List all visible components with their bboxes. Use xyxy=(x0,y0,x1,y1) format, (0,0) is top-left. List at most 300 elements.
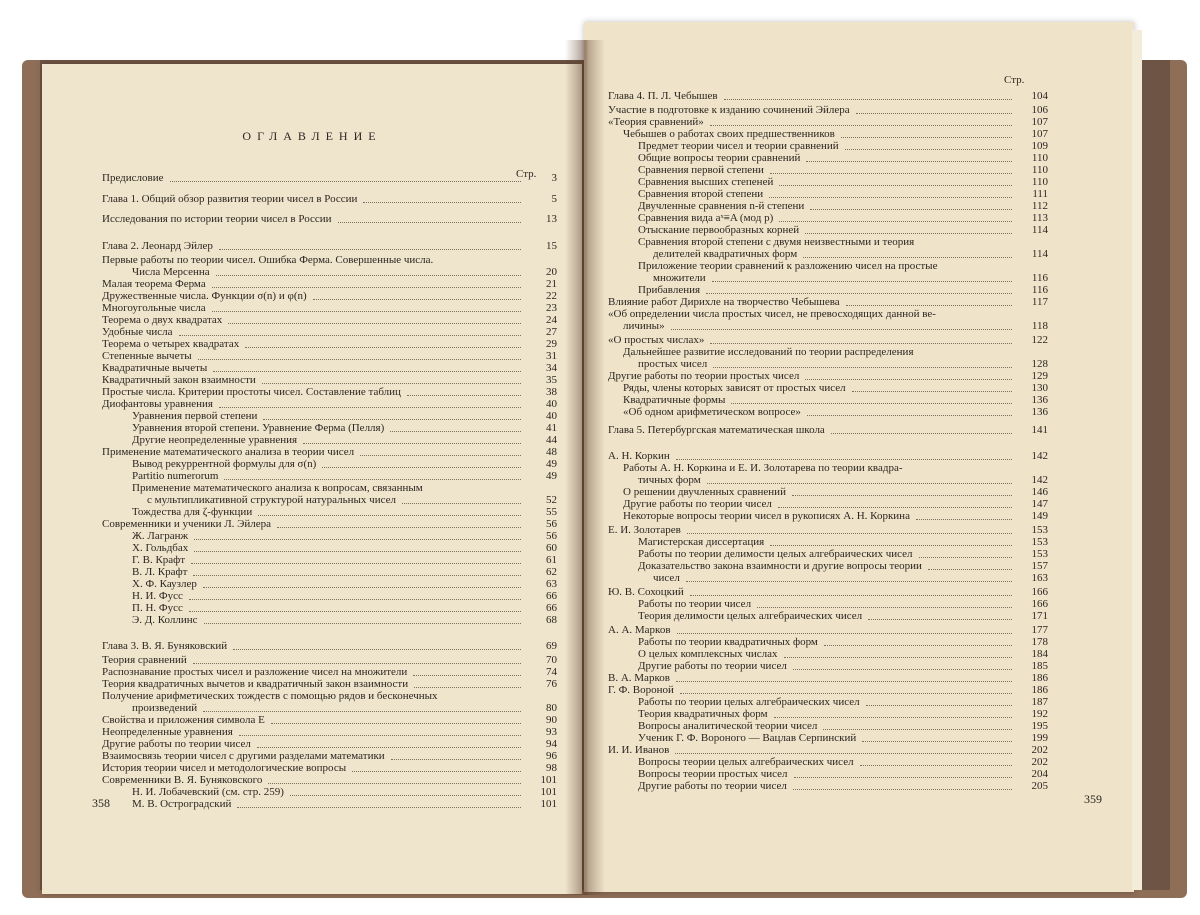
toc-leader xyxy=(245,347,521,348)
toc-entry-page: 153 xyxy=(1031,548,1048,560)
toc-entry xyxy=(608,284,1048,296)
toc-entry-page: 20 xyxy=(546,266,557,278)
toc-entry xyxy=(608,164,1048,176)
toc-leader xyxy=(268,783,521,784)
toc-leader xyxy=(413,675,521,676)
toc-leader xyxy=(212,287,521,288)
toc-entry-page: 110 xyxy=(1031,164,1048,176)
toc-entry-title: Степенные вычеты xyxy=(102,350,192,362)
toc-entry-page: 101 xyxy=(540,774,557,786)
toc-entry xyxy=(102,602,557,614)
toc-entry-title: Вопросы теории целых алгебраических чисел xyxy=(638,756,854,768)
toc-entry-title: Чебышев о работах своих предшественников xyxy=(623,128,835,140)
toc-entry-title: Сравнения второй степени с двумя неизвестными и теория xyxy=(638,236,915,248)
toc-entry-title: Приложение теории сравнений к разложению чисел на простые xyxy=(638,260,938,272)
toc-entry-title: Г. Ф. Вороной xyxy=(608,684,674,696)
toc-leader xyxy=(352,771,521,772)
toc-entry-page: 118 xyxy=(1031,320,1048,332)
toc-entry-title: Другие неопределенные уравнения xyxy=(132,434,298,446)
toc-entry-title: Ю. В. Сохоцкий xyxy=(608,586,684,598)
toc-entry-title: Ж. Лагранж xyxy=(132,530,189,542)
toc-entry-page: 106 xyxy=(1031,104,1048,116)
toc-entry-page: 153 xyxy=(1031,524,1048,536)
toc-entry xyxy=(102,398,557,410)
toc-entry-title: делителей квадратичных форм xyxy=(653,248,798,260)
toc-entry-page: 5 xyxy=(551,193,557,205)
toc-entry xyxy=(608,406,1048,418)
toc-leader xyxy=(237,807,521,808)
toc-entry-title: Уравнения второй степени. Уравнение Ферма (Пелля) xyxy=(132,422,385,434)
toc-entry xyxy=(608,212,1048,224)
toc-entry xyxy=(102,666,557,678)
toc-entry-page: 60 xyxy=(546,542,557,554)
toc-entry xyxy=(102,566,557,578)
toc-leader xyxy=(793,789,1012,790)
toc-entry-page: 142 xyxy=(1031,450,1048,462)
toc-entry-title: Глава 1. Общий обзор развития теории чисел в России xyxy=(102,193,358,205)
toc-entry-title: Ученик Г. Ф. Вороного — Вацлав Серпинский xyxy=(638,732,857,744)
toc-entry-title: Распознавание простых чисел и разложение чисел на множители xyxy=(102,666,408,678)
toc-entry-title: Работы А. Н. Коркина и Е. И. Золотарева по теории квадра- xyxy=(623,462,903,474)
toc-entry-title: Теория квадратичных форм xyxy=(638,708,768,720)
toc-leader xyxy=(257,747,521,748)
toc-entry-page: 55 xyxy=(546,506,557,518)
toc-entry xyxy=(608,696,1048,708)
toc-entry xyxy=(608,610,1048,622)
toc-entry-page: 29 xyxy=(546,338,557,350)
toc-entry-title: Работы по теории чисел xyxy=(638,598,752,610)
toc-entry-page: 61 xyxy=(546,554,557,566)
toc-leader xyxy=(258,515,521,516)
toc-entry-page: 186 xyxy=(1031,684,1048,696)
toc-leader xyxy=(810,209,1012,210)
toc-leader xyxy=(784,657,1012,658)
toc-entry xyxy=(608,224,1048,236)
toc-entry-page: 204 xyxy=(1031,768,1048,780)
toc-leader xyxy=(402,503,521,504)
toc-leader xyxy=(198,359,521,360)
toc-leader xyxy=(194,539,521,540)
toc-leader xyxy=(262,383,521,384)
toc-entry-page: 24 xyxy=(546,314,557,326)
toc-leader xyxy=(852,391,1012,392)
toc-entry xyxy=(102,350,557,362)
toc-entry xyxy=(102,542,557,554)
toc-entry-title: «Об определении числа простых чисел, не превосходящих данной ве- xyxy=(608,308,936,320)
toc-entry-title: Работы по теории делимости целых алгебраических чисел xyxy=(638,548,913,560)
toc-entry-title: М. В. Остроградский xyxy=(132,798,232,810)
toc-entry xyxy=(102,518,557,530)
toc-entry-title: Глава 3. В. Я. Буняковский xyxy=(102,640,228,652)
toc-entry xyxy=(102,578,557,590)
toc-leader xyxy=(189,611,521,612)
toc-entry-page: 38 xyxy=(546,386,557,398)
toc-entry-title: О решении двучленных сравнений xyxy=(623,486,786,498)
toc-entry-page: 96 xyxy=(546,750,557,762)
toc-entry xyxy=(608,248,1048,260)
toc-entry xyxy=(608,200,1048,212)
toc-entry-title: Двучленные сравнения n-й степени xyxy=(638,200,805,212)
toc-leader xyxy=(204,623,521,624)
toc-leader xyxy=(712,281,1012,282)
toc-entry-page: 94 xyxy=(546,738,557,750)
toc-entry xyxy=(608,744,1048,756)
toc-leader xyxy=(228,323,521,324)
toc-entry xyxy=(102,278,557,290)
toc-leader xyxy=(239,735,521,736)
toc-leader xyxy=(189,599,521,600)
toc-entry-page: 117 xyxy=(1031,296,1048,308)
toc-entry-page: 56 xyxy=(546,530,557,542)
toc-leader xyxy=(868,619,1012,620)
toc-entry-page: 66 xyxy=(546,602,557,614)
toc-entry-title: Дальнейшее развитие исследований по теории распределения xyxy=(623,346,914,358)
toc-entry xyxy=(102,702,557,714)
toc-entry-title: Е. И. Золотарев xyxy=(608,524,681,536)
toc-entry-title: Свойства и приложения символа E xyxy=(102,714,265,726)
toc-entry xyxy=(102,678,557,690)
toc-entry-title: Э. Д. Коллинс xyxy=(132,614,198,626)
toc-entry-title: Х. Гольдбах xyxy=(132,542,189,554)
toc-entry-page: 49 xyxy=(546,458,557,470)
toc-entry xyxy=(102,193,557,205)
toc-entry-title: Неопределенные уравнения xyxy=(102,726,233,738)
right-page xyxy=(584,22,1134,892)
toc-entry xyxy=(102,172,557,184)
toc-entry xyxy=(608,732,1048,744)
toc-entry xyxy=(102,338,557,350)
toc-entry xyxy=(102,240,557,252)
toc-entry-title: Получение арифметических тождеств с помощью рядов и бесконечных xyxy=(102,690,438,702)
toc-leader xyxy=(212,311,521,312)
toc-entry xyxy=(102,614,557,626)
toc-entry-title: Первые работы по теории чисел. Ошибка Ферма. Совершенные числа. xyxy=(102,254,434,266)
toc-leader xyxy=(322,467,521,468)
toc-leader xyxy=(179,335,521,336)
toc-entry-page: 166 xyxy=(1031,586,1048,598)
toc-leader xyxy=(823,729,1012,730)
toc-leader xyxy=(263,419,521,420)
toc-entry-page: 112 xyxy=(1031,200,1048,212)
toc-entry xyxy=(102,774,557,786)
toc-entry-page: 185 xyxy=(1031,660,1048,672)
toc-entry-page: 149 xyxy=(1031,510,1048,522)
toc-entry-title: Теория сравнений xyxy=(102,654,187,666)
toc-entry xyxy=(608,236,1048,248)
toc-entry xyxy=(608,462,1048,474)
toc-entry xyxy=(608,152,1048,164)
toc-leader xyxy=(793,669,1012,670)
toc-entry-title: «О простых числах» xyxy=(608,334,705,346)
toc-entry-title: Х. Ф. Каузлер xyxy=(132,578,197,590)
toc-entry xyxy=(608,394,1048,406)
toc-entry-title: Другие работы по теории чисел xyxy=(102,738,251,750)
toc-leader xyxy=(219,249,521,250)
toc-entry-title: Ряды, члены которых зависят от простых чисел xyxy=(623,382,846,394)
toc-entry-title: Глава 4. П. Л. Чебышев xyxy=(608,90,718,102)
toc-leader xyxy=(224,479,521,480)
toc-entry-title: Уравнения первой степени xyxy=(132,410,258,422)
toc-entry-page: 80 xyxy=(546,702,557,714)
toc-entry-page: 101 xyxy=(540,786,557,798)
toc-entry-title: В. А. Марков xyxy=(608,672,670,684)
toc-entry-page: 110 xyxy=(1031,152,1048,164)
toc-entry xyxy=(608,572,1048,584)
toc-leader xyxy=(203,711,521,712)
toc-entry xyxy=(608,320,1048,332)
toc-leader xyxy=(676,459,1012,460)
toc-entry-title: чисел xyxy=(653,572,680,584)
toc-entry xyxy=(102,726,557,738)
toc-entry xyxy=(102,446,557,458)
toc-entry xyxy=(608,636,1048,648)
toc-entry-page: 49 xyxy=(546,470,557,482)
toc-entry xyxy=(608,346,1048,358)
toc-entry-title: Исследования по истории теории чисел в России xyxy=(102,213,332,225)
toc-entry xyxy=(102,254,557,266)
toc-entry-page: 56 xyxy=(546,518,557,530)
toc-entry-page: 110 xyxy=(1031,176,1048,188)
left-page xyxy=(42,64,582,894)
toc-entry-title: Глава 2. Леонард Эйлер xyxy=(102,240,213,252)
toc-entry-title: Диофантовы уравнения xyxy=(102,398,213,410)
toc-leader xyxy=(806,161,1012,162)
toc-leader xyxy=(831,433,1012,434)
toc-entry-page: 98 xyxy=(546,762,557,774)
toc-entry xyxy=(608,370,1048,382)
page-column-label: Стр. xyxy=(516,168,537,180)
toc-leader xyxy=(338,222,521,223)
toc-leader xyxy=(203,587,521,588)
toc-entry-page: 128 xyxy=(1031,358,1048,370)
toc-entry xyxy=(102,314,557,326)
book-gutter xyxy=(565,40,605,895)
toc-leader xyxy=(916,519,1012,520)
toc-entry-page: 74 xyxy=(546,666,557,678)
toc-entry xyxy=(102,410,557,422)
toc-entry xyxy=(608,486,1048,498)
toc-leader xyxy=(414,687,521,688)
toc-entry xyxy=(102,640,557,652)
toc-entry xyxy=(608,720,1048,732)
toc-entry-page: 101 xyxy=(540,798,557,810)
toc-leader xyxy=(407,395,521,396)
toc-entry-page: 69 xyxy=(546,640,557,652)
toc-entry-title: Применение математического анализа в теории чисел xyxy=(102,446,355,458)
toc-entry-title: Дружественные числа. Функции σ(n) и φ(n) xyxy=(102,290,307,302)
toc-leader xyxy=(680,693,1012,694)
toc-entry xyxy=(102,362,557,374)
toc-leader xyxy=(757,607,1012,608)
toc-entry xyxy=(102,470,557,482)
toc-entry-title: Доказательство закона взаимности и другие вопросы теории xyxy=(638,560,922,572)
toc-entry xyxy=(608,358,1048,370)
toc-leader xyxy=(824,645,1012,646)
toc-leader xyxy=(707,483,1012,484)
toc-entry-title: Другие работы по теории чисел xyxy=(623,498,772,510)
toc-entry-page: 70 xyxy=(546,654,557,666)
toc-entry-title: простых чисел xyxy=(638,358,708,370)
toc-entry xyxy=(608,548,1048,560)
toc-entry-title: О целых комплексных числах xyxy=(638,648,778,660)
toc-leader xyxy=(807,415,1012,416)
toc-entry xyxy=(102,302,557,314)
toc-entry-title: Простые числа. Критерии простоты чисел. Составление таблиц xyxy=(102,386,401,398)
toc-entry-title: с мультипликативной структурой натуральных чисел xyxy=(147,494,396,506)
toc-entry-title: Теория делимости целых алгебраических чисел xyxy=(638,610,863,622)
page-number-left: 358 xyxy=(92,796,110,810)
toc-leader xyxy=(706,293,1012,294)
toc-entry-page: 76 xyxy=(546,678,557,690)
toc-entry-page: 52 xyxy=(546,494,557,506)
toc-entry xyxy=(608,560,1048,572)
toc-entry xyxy=(608,768,1048,780)
toc-entry-title: П. Н. Фусс xyxy=(132,602,183,614)
toc-entry-page: 90 xyxy=(546,714,557,726)
toc-entry xyxy=(608,424,1048,436)
toc-entry-title: История теории чисел и методологические вопросы xyxy=(102,762,347,774)
toc-leader xyxy=(860,765,1012,766)
toc-leader xyxy=(216,275,521,276)
toc-entry-title: Сравнения второй степени xyxy=(638,188,764,200)
toc-entry xyxy=(608,116,1048,128)
toc-entry xyxy=(102,422,557,434)
toc-leader xyxy=(792,495,1012,496)
toc-entry-title: Квадратичный закон взаимности xyxy=(102,374,256,386)
toc-entry xyxy=(608,648,1048,660)
toc-entry xyxy=(608,90,1048,102)
toc-leader xyxy=(841,137,1012,138)
toc-entry-page: 40 xyxy=(546,410,557,422)
toc-entry-title: Прибавления xyxy=(638,284,701,296)
toc-entry-page: 202 xyxy=(1031,744,1048,756)
toc-entry-title: Другие работы по теории чисел xyxy=(638,660,787,672)
toc-entry-page: 178 xyxy=(1031,636,1048,648)
toc-entry-title: А. Н. Коркин xyxy=(608,450,670,462)
toc-leader xyxy=(391,759,521,760)
toc-entry xyxy=(608,780,1048,792)
toc-entry-title: Влияние работ Дирихле на творчество Чебышева xyxy=(608,296,840,308)
toc-entry-title: Вопросы теории простых чисел xyxy=(638,768,788,780)
toc-entry xyxy=(102,458,557,470)
toc-entry-title: Взаимосвязь теории чисел с другими разделами математики xyxy=(102,750,385,762)
toc-entry xyxy=(608,672,1048,684)
toc-entry-title: тичных форм xyxy=(638,474,701,486)
toc-entry-title: Применение математического анализа к вопросам, связанным xyxy=(132,482,423,494)
toc-entry-title: «Об одном арифметическом вопросе» xyxy=(623,406,801,418)
toc-entry-page: 44 xyxy=(546,434,557,446)
toc-entry-page: 141 xyxy=(1031,424,1048,436)
toc-leader xyxy=(770,173,1012,174)
toc-entry xyxy=(102,762,557,774)
toc-leader xyxy=(193,663,521,664)
toc-entry-page: 116 xyxy=(1031,272,1048,284)
toc-leader xyxy=(219,407,521,408)
toc-entry-title: Магистерская диссертация xyxy=(638,536,765,548)
toc-entry-page: 186 xyxy=(1031,672,1048,684)
toc-leader xyxy=(866,705,1012,706)
toc-entry xyxy=(608,498,1048,510)
toc-entry-page: 113 xyxy=(1031,212,1048,224)
page-edge xyxy=(1132,30,1142,890)
toc-leader xyxy=(290,795,521,796)
toc-entry xyxy=(608,382,1048,394)
toc-leader xyxy=(677,633,1012,634)
toc-leader xyxy=(846,305,1012,306)
toc-entry-page: 21 xyxy=(546,278,557,290)
toc-entry-title: Многоугольные числа xyxy=(102,302,206,314)
toc-entry-page: 40 xyxy=(546,398,557,410)
toc-leader xyxy=(928,569,1012,570)
toc-entry xyxy=(102,290,557,302)
toc-leader xyxy=(390,431,521,432)
toc-leader xyxy=(303,443,521,444)
toc-entry xyxy=(102,554,557,566)
toc-entry-page: 114 xyxy=(1031,224,1048,236)
toc-entry-page: 3 xyxy=(551,172,557,184)
toc-entry xyxy=(608,660,1048,672)
toc-entry-page: 15 xyxy=(546,240,557,252)
toc-entry-title: Работы по теории целых алгебраических чисел xyxy=(638,696,860,708)
toc-leader xyxy=(805,233,1012,234)
toc-entry xyxy=(102,434,557,446)
toc-entry xyxy=(102,213,557,225)
toc-entry xyxy=(102,590,557,602)
toc-entry-title: Теорема о двух квадратах xyxy=(102,314,223,326)
toc-entry xyxy=(608,510,1048,522)
toc-entry-page: 116 xyxy=(1031,284,1048,296)
toc-leader xyxy=(919,557,1012,558)
toc-entry-title: Участие в подготовке к изданию сочинений Эйлера xyxy=(608,104,850,116)
page-number-right: 359 xyxy=(1084,792,1102,806)
toc-entry-page: 63 xyxy=(546,578,557,590)
toc-entry-page: 136 xyxy=(1031,406,1048,418)
toc-entry-title: Предмет теории чисел и теории сравнений xyxy=(638,140,839,152)
toc-leader xyxy=(779,221,1012,222)
toc-entry-page: 130 xyxy=(1031,382,1048,394)
toc-entry xyxy=(102,654,557,666)
toc-entry xyxy=(102,798,557,810)
toc-entry xyxy=(608,260,1048,272)
toc-leader xyxy=(794,777,1012,778)
toc-leader xyxy=(710,125,1012,126)
toc-entry xyxy=(608,624,1048,636)
toc-entry-title: Другие работы по теории чисел xyxy=(638,780,787,792)
toc-entry-title: Сравнения высших степеней xyxy=(638,176,774,188)
toc-entry xyxy=(102,386,557,398)
toc-entry-title: множители xyxy=(653,272,706,284)
toc-leader xyxy=(676,681,1012,682)
toc-entry-page: 107 xyxy=(1031,116,1048,128)
toc-entry-title: Некоторые вопросы теории чисел в рукописях А. Н. Коркина xyxy=(623,510,910,522)
toc-entry xyxy=(608,450,1048,462)
toc-entry xyxy=(608,586,1048,598)
toc-entry-page: 199 xyxy=(1031,732,1048,744)
toc-entry xyxy=(102,326,557,338)
toc-entry xyxy=(608,176,1048,188)
toc-entry-page: 62 xyxy=(546,566,557,578)
toc-entry-title: Вопросы аналитической теории чисел xyxy=(638,720,818,732)
toc-entry xyxy=(102,506,557,518)
toc-entry-page: 13 xyxy=(546,213,557,225)
toc-entry-page: 171 xyxy=(1031,610,1048,622)
toc-leader xyxy=(170,181,522,182)
toc-entry-title: личины» xyxy=(623,320,665,332)
toc-entry-title: Числа Мерсенна xyxy=(132,266,210,278)
toc-entry-title: Удобные числа xyxy=(102,326,173,338)
toc-entry-title: Современники В. Я. Буняковского xyxy=(102,774,263,786)
toc-entry-page: 23 xyxy=(546,302,557,314)
